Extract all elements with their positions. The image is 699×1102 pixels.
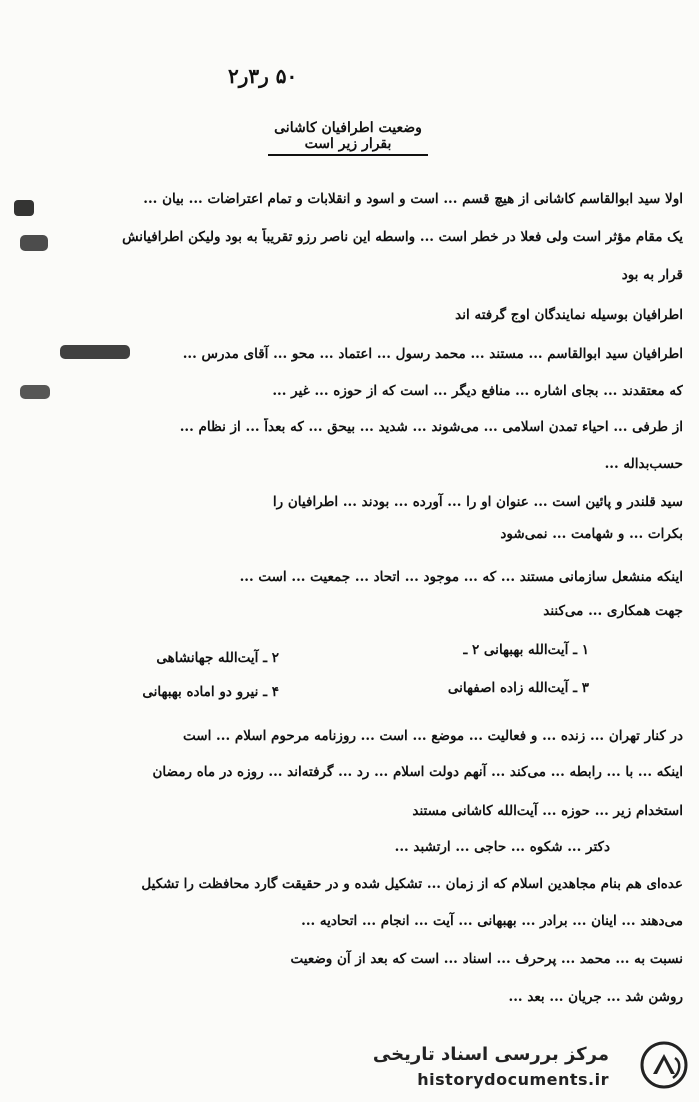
ink-blot: [20, 385, 50, 399]
list-item: ۳ ـ آیت‌الله زاده اصفهانی: [447, 680, 589, 696]
paragraph-line: اطرافیان سید ابوالقاسم ... مستند ... محمد رسول ... اعتماد ... محو ... آقای مدرس ...: [182, 346, 683, 362]
document-title: وضعیت اطرافیان کاشانی بقرار زیر است: [268, 120, 428, 156]
paragraph-line: قرار به بود: [621, 267, 683, 283]
paragraph-line: روشن شد ... جریان ... بعد ...: [508, 989, 683, 1005]
paragraph-line: اولا سید ابوالقاسم کاشانی از هیچ قسم ... است و اسود و انقلابات و تمام اعتراضات ... بیان ...: [143, 191, 683, 207]
ink-blot: [60, 345, 130, 359]
paragraph-line: نسبت به ... محمد ... پرحرف ... اسناد ... است که بعد از آن وضعیت: [290, 951, 683, 967]
paragraph-line: بکرات ... و شهامت ... نمی‌شود: [500, 526, 683, 542]
paragraph-line: که معتقدند ... بجای اشاره ... منافع دیگر ... است که از حوزه ... غیر ...: [272, 383, 683, 399]
footer-site: historydocuments.ir: [417, 1070, 609, 1089]
paragraph-line: حسب‌بداله ...: [604, 456, 683, 472]
paragraph-line: اینکه منشعل سازمانی مستند ... که ... موجود ... اتحاد ... جمعیت ... است ...: [239, 569, 683, 585]
paragraph-line: سید قلندر و پائین است ... عنوان او را ... آورده ... بودند ... اطرافیان را: [272, 494, 683, 510]
paragraph-line: در کنار تهران ... زنده ... و فعالیت ... موضع ... است ... روزنامه مرحوم اسلام ... است: [183, 728, 683, 744]
paragraph-line: استخدام زیر ... حوزه ... آیت‌الله کاشانی مستند: [412, 803, 683, 819]
document-number: ۵۰ ر۳ر۲: [228, 64, 298, 88]
list-item: ۱ ـ آیت‌الله بهبهانی ۲ ـ: [463, 642, 589, 658]
ink-blot: [14, 200, 34, 216]
ink-blot: [20, 235, 48, 251]
paragraph-line: می‌دهند ... اینان ... برادر ... بهبهانی ... آیت ... انجام ... اتحادیه ...: [301, 913, 683, 929]
footer-org-name: مرکز بررسی اسناد تاریخی: [372, 1044, 609, 1065]
paragraph-line: جهت همکاری ... می‌کنند: [543, 603, 683, 619]
paragraph-line: اطرافیان بوسیله نمایندگان اوج گرفته اند: [455, 307, 683, 323]
paragraph-line: عده‌ای هم بنام مجاهدین اسلام که از زمان ... تشکیل شده و در حقیقت گارد محافظت را تشکیل: [141, 876, 683, 892]
paragraph-line: از طرفی ... احیاء تمدن اسلامی ... می‌شوند ... شدید ... بیحق ... که بعداً ... از نظام ...: [179, 419, 683, 435]
list-item: ۴ ـ نیرو دو اماده بهبهانی: [142, 684, 279, 700]
paragraph-line: اینکه ... با ... رابطه ... می‌کند ... آنهم دولت اسلام ... رد ... گرفته‌اند ... روزه در ماه رمضان: [152, 764, 683, 780]
paragraph-line: دکتر ... شکوه ... حاجی ... ارتشبد ...: [394, 839, 610, 855]
paragraph-line: یک مقام مؤثر است ولی فعلا در خطر است ... واسطه این ناصر رزو تقریباً به بود ولیکن اطرافیانش: [122, 229, 683, 245]
list-item: ۲ ـ آیت‌الله جهانشاهی: [156, 650, 279, 666]
book-seal-icon: [639, 1040, 689, 1090]
